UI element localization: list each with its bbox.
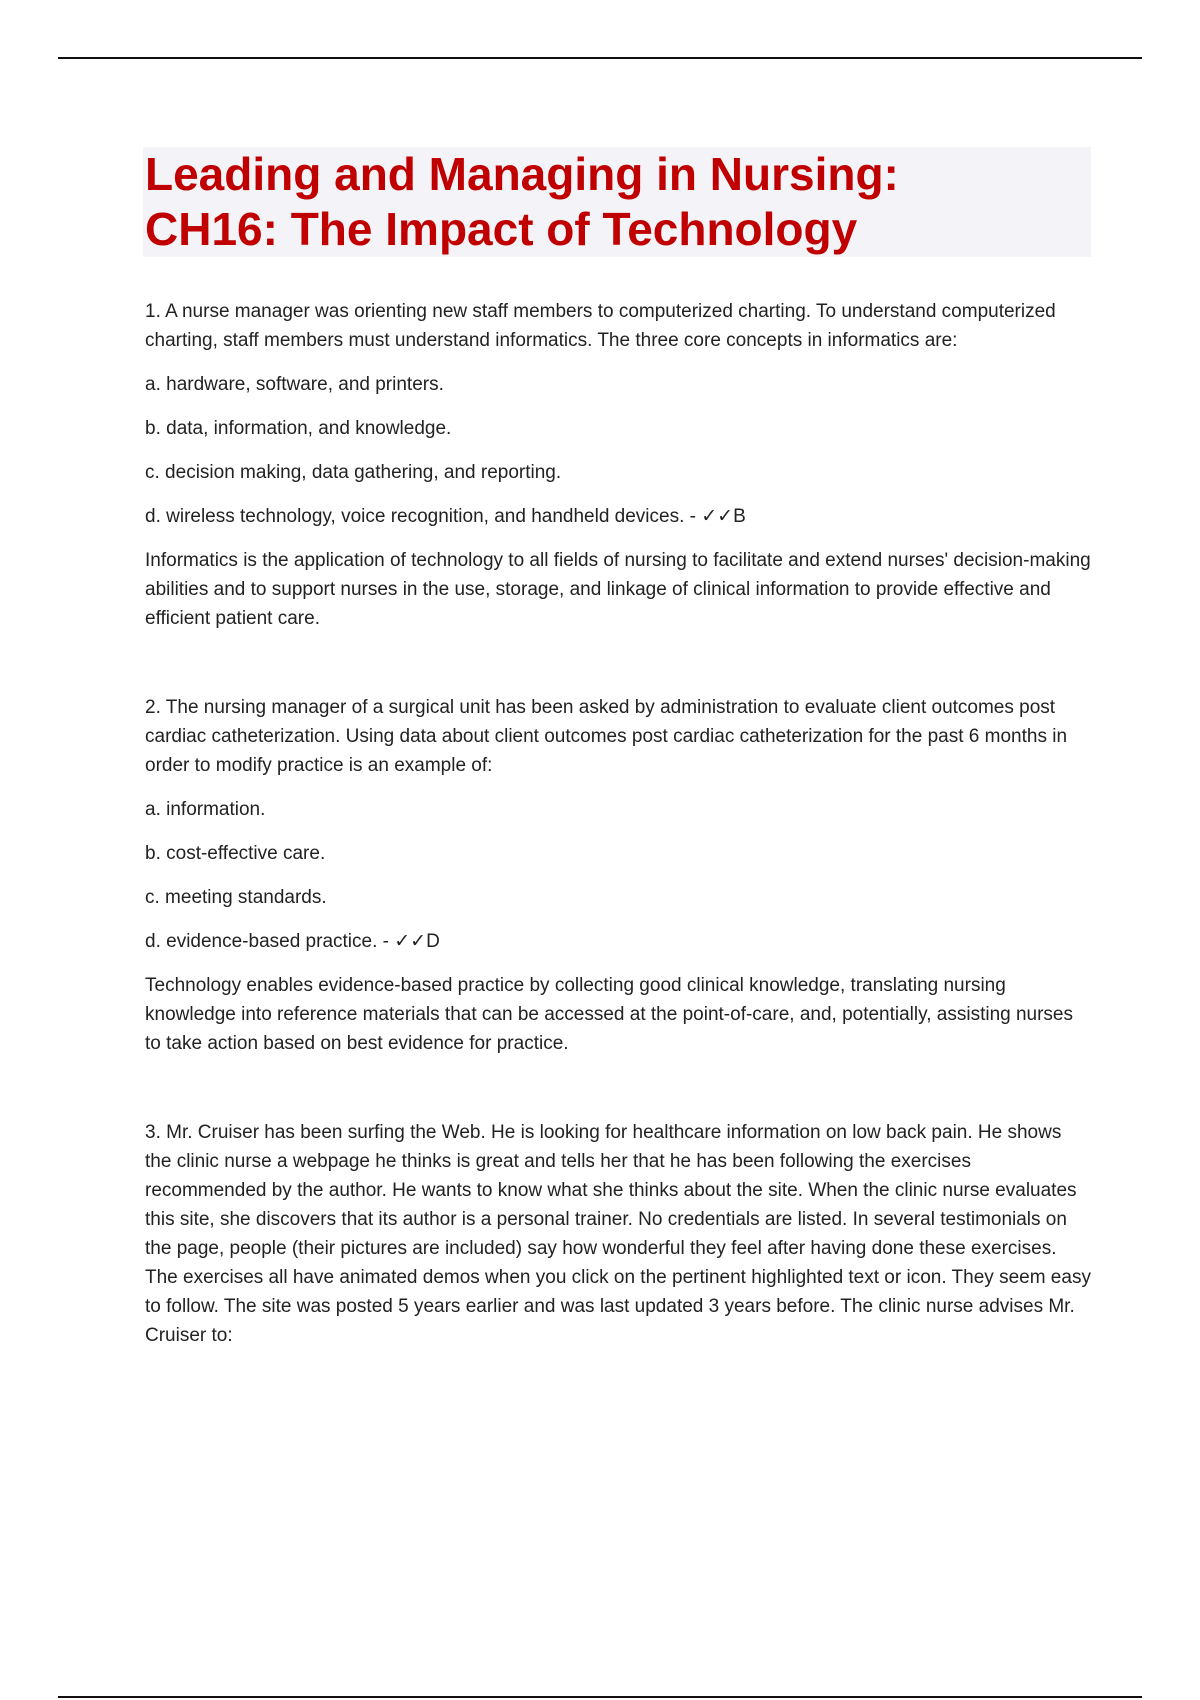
question-2: [145, 693, 1093, 1058]
answer-option-b: b. cost-effective care.: [145, 843, 326, 864]
title-block: [143, 147, 1091, 257]
answer-option-d: d. wireless technology, voice recognition, and handheld devices. - ✓✓B: [145, 506, 746, 527]
answer-option-a: a. hardware, software, and printers.: [145, 374, 444, 395]
bottom-rule: [58, 1696, 1142, 1698]
question-1: [145, 297, 1093, 633]
question-3: [145, 1118, 1093, 1350]
document-content: [145, 147, 1093, 1350]
answer-option-a: a. information.: [145, 799, 266, 820]
question-stem: 1. A nurse manager was orienting new staff members to computerized charting. To understand computerized charting, staff members must understand informatics. The three core concepts in informatics are:: [145, 301, 1056, 351]
question-stem: 2. The nursing manager of a surgical unit has been asked by administration to evaluate client outcomes post cardiac catheterization. Using data about client outcomes post cardiac catheterization for the past 6 months in order to modify practice is an example of:: [145, 697, 1068, 776]
answer-option-c: c. decision making, data gathering, and reporting.: [145, 462, 562, 483]
document-title-line-1: Leading and Managing in Nursing:: [145, 148, 899, 200]
answer-explanation: Technology enables evidence-based practice by collecting good clinical knowledge, translating nursing knowledge into reference materials that can be accessed at the point-of-care, and, potentially, assisting nurses to take action based on best evidence for practice.: [145, 975, 1074, 1054]
top-rule: [58, 57, 1142, 59]
question-stem: 3. Mr. Cruiser has been surfing the Web. He is looking for healthcare information on low back pain. He shows the clinic nurse a webpage he thinks is great and tells her that he has been following the exercises recommended by the author. He wants to know what she thinks about the site. When the clinic nurse evaluates this site, she discovers that its author is a personal trainer. No credentials are listed. In several testimonials on the page, people (their pictures are included) say how wonderful they feel after having done these exercises. The exercises all have animated demos when you click on the pertinent highlighted text or icon. They seem easy to follow. The site was posted 5 years earlier and was last updated 3 years before. The clinic nurse advises Mr. Cruiser to:: [145, 1122, 1091, 1346]
answer-option-b: b. data, information, and knowledge.: [145, 418, 452, 439]
answer-option-c: c. meeting standards.: [145, 887, 327, 908]
answer-option-d: d. evidence-based practice. - ✓✓D: [145, 931, 440, 952]
document-title-line-2: CH16: The Impact of Technology: [145, 203, 858, 255]
answer-explanation: Informatics is the application of technology to all fields of nursing to facilitate and extend nurses' decision-making abilities and to support nurses in the use, storage, and linkage of clinical information to provide effective and efficient patient care.: [145, 550, 1091, 629]
